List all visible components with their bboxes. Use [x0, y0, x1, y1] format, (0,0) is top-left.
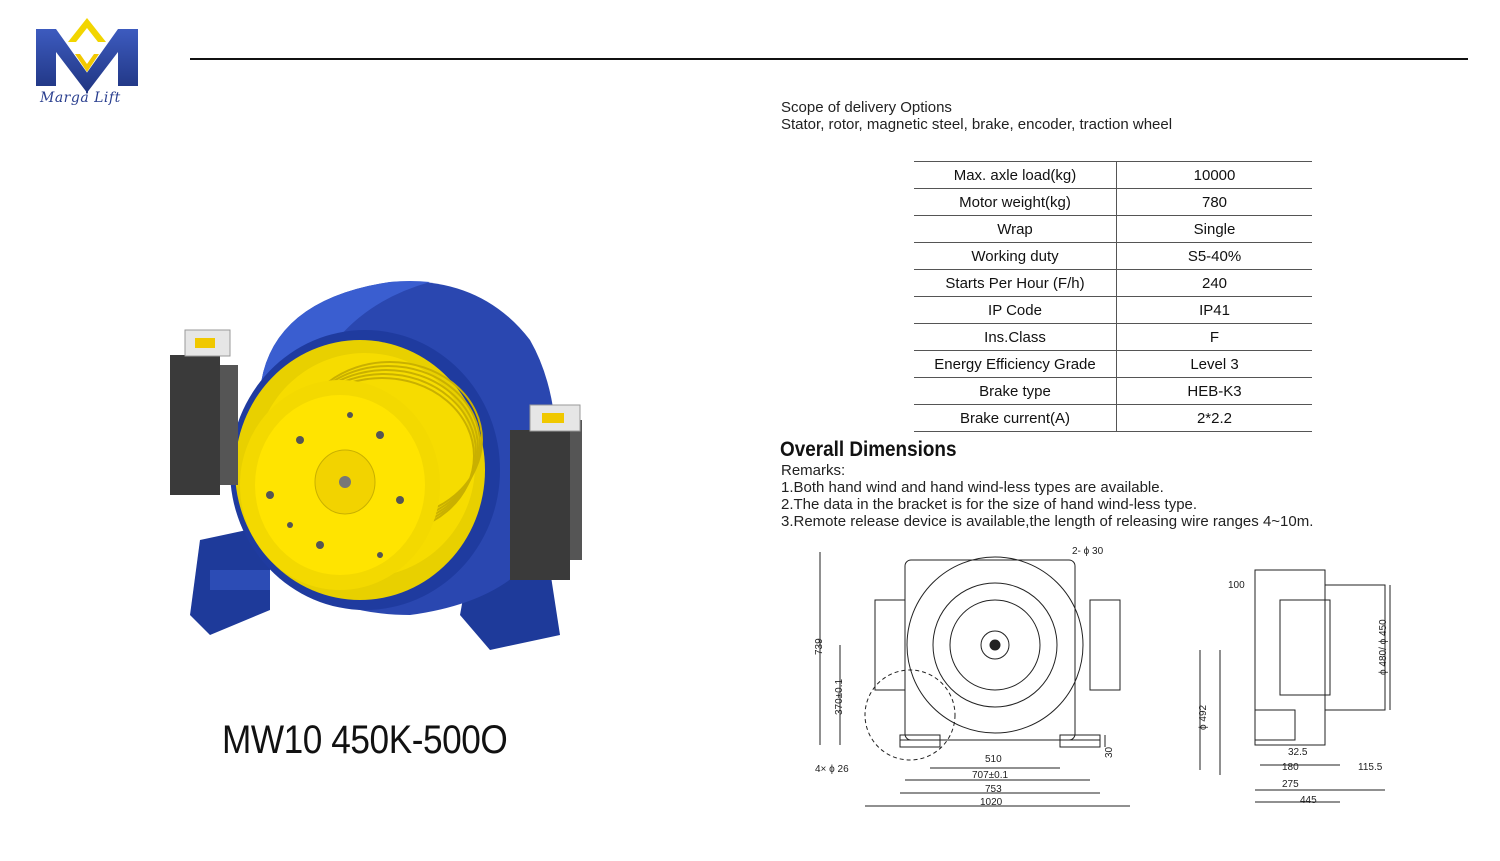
dim-label: ϕ 492: [1198, 704, 1209, 730]
traction-machine-image: [150, 270, 610, 660]
spec-value: HEB-K3: [1117, 378, 1313, 405]
spec-label: Working duty: [914, 243, 1117, 270]
dim-label: ϕ 480/ ϕ 450: [1378, 619, 1389, 675]
dim-label: 30: [1104, 746, 1115, 758]
spec-value: 780: [1117, 189, 1313, 216]
dim-label: 445: [1300, 795, 1317, 806]
spec-label: Ins.Class: [914, 324, 1117, 351]
spec-table: [914, 161, 1312, 432]
dimension-drawings: [800, 540, 1420, 820]
dim-label: 739: [814, 638, 825, 655]
dim-label: 1020: [980, 797, 1003, 808]
table-row: [914, 324, 1312, 351]
spec-label: Energy Efficiency Grade: [914, 351, 1117, 378]
table-row: [914, 162, 1312, 189]
table-row: [914, 405, 1312, 432]
spec-value: 2*2.2: [1117, 405, 1313, 432]
dim-label: 180: [1282, 762, 1299, 773]
dim-label: 510: [985, 754, 1002, 765]
header-rule: [190, 58, 1468, 60]
spec-value: 10000: [1117, 162, 1313, 189]
spec-label: Max. axle load(kg): [914, 162, 1117, 189]
product-model: MW10 450K-500O: [222, 718, 508, 762]
scope-items: Stator, rotor, magnetic steel, brake, encoder, traction wheel: [781, 116, 1173, 133]
table-row: [914, 297, 1312, 324]
table-row: [914, 378, 1312, 405]
table-row: [914, 189, 1312, 216]
overall-dimensions-title: Overall Dimensions: [780, 438, 957, 461]
remark-item: 2.The data in the bracket is for the size of hand wind-less type.: [781, 496, 1198, 513]
front-view-drawing: [820, 552, 1130, 806]
dim-label: 707±0.1: [972, 770, 1009, 781]
spec-label: Starts Per Hour (F/h): [914, 270, 1117, 297]
dim-label: 370±0.1: [834, 678, 845, 715]
remarks: [781, 462, 1313, 530]
spec-label: Motor weight(kg): [914, 189, 1117, 216]
table-row: [914, 243, 1312, 270]
spec-label: Brake current(A): [914, 405, 1117, 432]
spec-value: IP41: [1117, 297, 1313, 324]
scope-title: Scope of delivery Options: [781, 99, 952, 116]
table-row: [914, 270, 1312, 297]
spec-label: IP Code: [914, 297, 1117, 324]
dim-label: 2- ϕ 30: [1072, 546, 1104, 557]
dim-label: 275: [1282, 779, 1299, 790]
spec-label: Wrap: [914, 216, 1117, 243]
logo-wordmark: Marga Lift: [40, 90, 121, 106]
spec-value: S5-40%: [1117, 243, 1313, 270]
dim-label: 4× ϕ 26: [815, 764, 849, 775]
spec-label: Brake type: [914, 378, 1117, 405]
scope-of-delivery: [781, 99, 1172, 133]
dim-label: 753: [985, 784, 1002, 795]
spec-value: Single: [1117, 216, 1313, 243]
spec-value: Level 3: [1117, 351, 1313, 378]
dim-label: 100: [1228, 580, 1245, 591]
remarks-title: Remarks:: [781, 462, 846, 479]
table-row: [914, 216, 1312, 243]
remark-item: 1.Both hand wind and hand wind-less types are available.: [781, 479, 1164, 496]
spec-value: 240: [1117, 270, 1313, 297]
spec-value: F: [1117, 324, 1313, 351]
dim-label: 115.5: [1358, 762, 1383, 773]
table-row: [914, 351, 1312, 378]
dim-label: 32.5: [1288, 747, 1308, 758]
remark-item: 3.Remote release device is available,the length of releasing wire ranges 4~10m.: [781, 513, 1314, 530]
